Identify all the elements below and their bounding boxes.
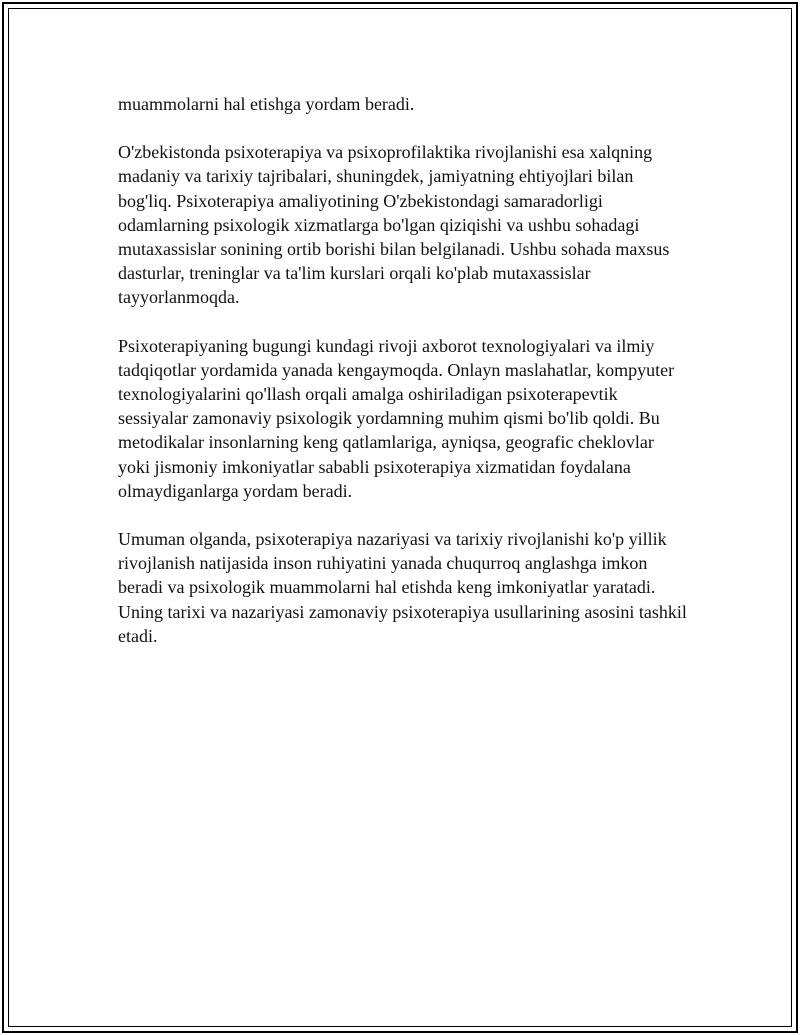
paragraph-modern-development: Psixoterapiyaning bugungi kundagi rivoji axborot texnologiyalari va ilmiy tadqiqotlar yordamida yanada kengaymoqda. Onlayn maslahatlar, kompyuter texnologiyalarini qo'llash orqali amalga oshiriladigan psixoterapevtik sessiyalar zamonaviy psixologik yordamning muhim qismi bo'lib qoldi. Bu metodikalar insonlarning keng qatlamlariga, ayniqsa, geografic cheklovlar yoki jismoniy imkoniyatlar sababli psixoterapiya xizmatidan foydalana olmaydiganlarga yordam beradi. bbox=[118, 335, 675, 501]
paragraph-continuation: muammolarni hal etishga yordam beradi. bbox=[118, 94, 415, 114]
document-body bbox=[118, 92, 688, 672]
paragraph-conclusion: Umuman olganda, psixoterapiya nazariyasi va tarixiy rivojlanishi ko'p yillik rivojlanish natijasida inson ruhiyatini yanada chuqurroq anglashga imkon beradi va psixologik muammolarni hal etishda keng imkoniyatlar yaratadi. Uning tarixi va nazariyasi zamonaviy psixoterapiya usullarining asosini tashkil etadi. bbox=[118, 529, 687, 646]
paragraph-uzbekistan-psychotherapy: O'zbekistonda psixoterapiya va psixoprofilaktika rivojlanishi esa xalqning madaniy va tarixiy tajribalari, shuningdek, jamiyatning ehtiyojlari bilan bog'liq. Psixoterapiya amaliyotining O'zbekistondagi samaradorligi odamlarning psixologik xizmatlarga bo'lgan qiziqishi va ushbu sohadagi mutaxassislar sonining ortib borishi bilan belgilanadi. Ushbu sohada maxsus dasturlar, treninglar va ta'lim kurslari orqali ko'plab mutaxassislar tayyorlanmoqda. bbox=[118, 142, 670, 308]
